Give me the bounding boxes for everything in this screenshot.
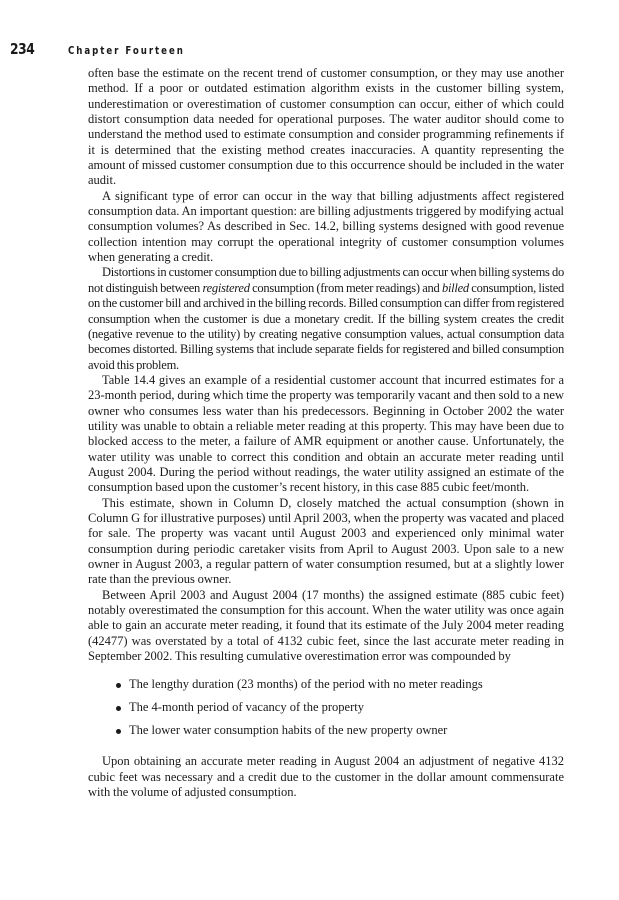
list-item-text: The lengthy duration (23 months) of the period with no meter readings — [129, 677, 483, 692]
paragraph-billing-adjustments: A significant type of error can occur in the way that billing adjustments affect registered consumption data. An important question: are billing adjustments triggered by modifying actual consumption volumes? As described in Sec. 14.2, billing systems designed with good revenue collection intention may corrupt the operational integrity of customer consumption volumes when generating a credit. — [88, 188, 564, 265]
paragraph-table-example: Table 14.4 gives an example of a residential customer account that incurred estimates for a 23-month period, during which time the property was temporarily vacant and then sold to a new owner who consumes less water than his predecessors. Beginning in October 2002 the water utility was unable to obtain a reliable meter reading at this property. This may have been due to blocked access to the meter, a failure of AMR equipment or another cause. Unfortunately, the water utility was unable to correct this condition and obtain an accurate meter reading until August 2004. During the period without readings, the water utility assigned an estimate of the consumption based upon the customer’s recent history, in this case 885 cubic feet/month. — [88, 372, 564, 495]
list-item-text: The 4-month period of vacancy of the property — [129, 700, 364, 715]
emphasis-billed: billed — [441, 280, 469, 295]
bullet-icon — [116, 683, 121, 688]
list-item — [116, 723, 564, 738]
paragraph-registered-vs-billed — [88, 265, 564, 372]
paragraph-column-d-estimate: This estimate, shown in Column D, closely matched the actual consumption (shown in Column G for illustrative purposes) until April 2003, when the property was vacated and placed for sale. The property was vacant until August 2003 and experienced only minimal water consumption during periodic caretaker visits from April to August 2003. Upon sale to a new owner in August 2003, a regular pattern of water consumption resumed, but at a slightly lower rate than the previous owner. — [88, 495, 564, 587]
paragraph-overestimation: Between April 2003 and August 2004 (17 months) the assigned estimate (885 cubic feet) notably overestimated the consumption for this account. When the water utility was once again able to gain an accurate meter reading, it found that its estimate of the July 2004 meter reading (42477) was overstated by a total of 4132 cubic feet, since the last accurate meter reading in September 2002. This resulting cumulative overestimation error was compounded by — [88, 587, 564, 664]
paragraph-text: consumption, listed on the customer bill and archived in the billing records. Billed consumption can differ from registered consumption when the customer is due a monetary credit. If the billing system creates the credit (negative revenue to the utility) by creating negative consumption values, actual consumption data becomes distorted. Billing systems that include separate fields for registered and billed consumption avoid this problem. — [88, 280, 564, 372]
paragraph-estimation-methods: often base the estimate on the recent trend of customer consumption, or they may use another method. If a poor or outdated estimation algorithm exists in the customer billing system, underestimation or overestimation of customer consumption can occur, either of which could distort consumption data needed for operational purposes. The water auditor should come to understand the method used to estimate consumption and consider programming refinements if it is determined that the existing method creates inaccuracies. A quantity representing the amount of missed customer consumption due to this occurrence should be included in the water audit. — [88, 66, 564, 188]
emphasis-registered: registered — [202, 280, 250, 295]
paragraph-text: Distortions in customer consumption due to billing adjustments can occur when billing systems do not distinguish between — [88, 265, 564, 295]
running-head — [10, 40, 211, 60]
bullet-icon — [116, 729, 121, 734]
paragraph-adjustment-credit: Upon obtaining an accurate meter reading in August 2004 an adjustment of negative 4132 cubic feet was necessary and a credit due to the customer in the dollar amount commensurate with the volume of adjusted consumption. — [88, 754, 564, 800]
bullet-icon — [116, 706, 121, 711]
list-item — [116, 677, 564, 692]
paragraph-text: consumption (from meter readings) and — [249, 280, 442, 295]
list-item — [116, 700, 564, 715]
chapter-title: Chapter Fourteen — [68, 45, 185, 57]
bullet-list — [88, 677, 564, 738]
list-item-text: The lower water consumption habits of the new property owner — [129, 723, 448, 738]
body-text — [88, 66, 564, 800]
page-number: 234 — [10, 40, 35, 58]
